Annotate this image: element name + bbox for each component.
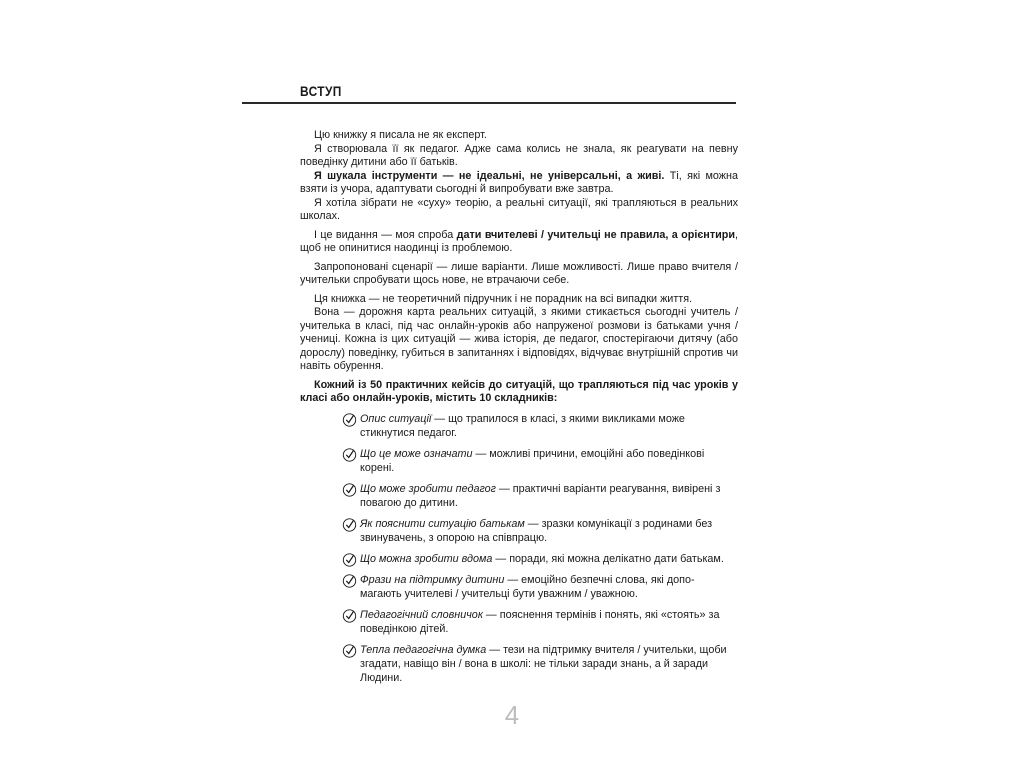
checklist-text: — пояснення термінів і понять, які «стоять» за поведінкою дітей. bbox=[360, 608, 720, 635]
checklist-term: Опис ситуації bbox=[360, 412, 432, 425]
checklist-item bbox=[342, 608, 732, 636]
paragraph: Ця книжка — не теоретичний підручник і не порадник на всі випадки життя. bbox=[314, 292, 693, 305]
body-text bbox=[300, 129, 738, 692]
checklist-item bbox=[342, 643, 732, 685]
checklist-item bbox=[342, 412, 732, 440]
paragraph bbox=[300, 229, 738, 256]
checklist-text: — поради, які можна делікатно дати батькам. bbox=[492, 552, 724, 565]
checklist-text: — практичні варіанти реагування, вивірені з повагою до дитини. bbox=[360, 482, 721, 509]
components-checklist bbox=[300, 412, 732, 685]
paragraph bbox=[300, 170, 738, 197]
checklist-text: — можливі причини, емоційні або поведінкові корені. bbox=[360, 447, 705, 474]
checklist-text: — що трапилося в класі, з якими викликами може стикнутися педагог. bbox=[360, 412, 685, 439]
paragraph: Запропоновані сценарії — лише варіанти. Лише можливості. Лише право вчителя / учительки спробувати щось нове, не втрачаючи себе. bbox=[300, 260, 738, 286]
checklist-text: — емоційно безпечні слова, які допомагають учителеві / учительці бути уважним / уважною. bbox=[360, 573, 695, 600]
paragraph-bold: дати вчителеві / учительці не правила, а орієнтири bbox=[456, 228, 735, 241]
check-circle-icon bbox=[342, 517, 357, 532]
check-circle-icon bbox=[342, 412, 357, 427]
checklist-text: — зразки комунікації з родинами без звинувачень, з опорою на співпрацю. bbox=[360, 517, 713, 544]
paragraph: Цю книжку я писала не як експерт. bbox=[314, 129, 487, 141]
checklist-term: Що можна зробити вдома bbox=[360, 552, 493, 565]
list-intro: Кожний із 50 практичних кейсів до ситуацій, що трапляються під час уроків у класі або онлайн-уроків, містить 10 складників: bbox=[300, 378, 738, 404]
paragraph-bold: Я шукала інструменти — не ідеальні, не універсальні, а живі. bbox=[314, 169, 665, 182]
checklist-item bbox=[342, 573, 732, 601]
check-circle-icon bbox=[342, 643, 357, 658]
checklist-item bbox=[342, 517, 732, 545]
paragraph-text: І це видання — моя спроба bbox=[314, 228, 457, 241]
checklist-term: Що це може означати bbox=[360, 447, 473, 460]
paragraph: Вона — дорожня карта реальних ситуацій, з якими стикається сьогодні учитель / учителька в класі, під час онлайн-уроків або напруженої розмови із батьками учня / учениці. Кожна із цих ситуацій — жива історія, де педагог, спостерігаючи дитячу (або дорослу) поведінку, губиться в запитаннях і відповідях, відчуває внутрішній спротив чи навіть обурення. bbox=[300, 306, 738, 372]
checklist-item bbox=[342, 482, 732, 510]
paragraph-text: , щоб не опинитися наодинці із проблемою. bbox=[300, 228, 738, 254]
checklist-item bbox=[342, 552, 732, 566]
section-title: ВСТУП bbox=[300, 83, 342, 99]
paragraph: Я хотіла зібрати не «суху» теорію, а реальні ситуації, які трапляються в реальних школах. bbox=[300, 196, 738, 222]
title-divider bbox=[242, 102, 736, 104]
check-circle-icon bbox=[342, 608, 357, 623]
paragraph-text: Ті, які можна взяти із учора, адаптувати сьогодні й випробувати вже завтра. bbox=[300, 169, 738, 195]
check-circle-icon bbox=[342, 552, 357, 567]
check-circle-icon bbox=[342, 482, 357, 497]
checklist-item bbox=[342, 447, 732, 475]
page-number: 4 bbox=[504, 700, 520, 730]
check-circle-icon bbox=[342, 447, 357, 462]
checklist-term: Що може зробити педагог bbox=[360, 482, 497, 495]
checklist-term: Фрази на підтримку дитини bbox=[360, 573, 505, 586]
checklist-term: Тепла педагогічна думка bbox=[360, 643, 487, 656]
check-circle-icon bbox=[342, 573, 357, 588]
checklist-term: Як пояснити ситуацію батькам bbox=[360, 517, 525, 530]
paragraph: Я створювала її як педагог. Адже сама колись не знала, як реагувати на певну поведінку дитини або її батьків. bbox=[300, 142, 738, 168]
checklist-term: Педагогічний словничок bbox=[360, 608, 483, 621]
checklist-text: — тези на підтримку вчителя / учительки, щоби згадати, навіщо він / вона в школі: не тільки заради знань, а й заради Людини. bbox=[360, 643, 727, 684]
